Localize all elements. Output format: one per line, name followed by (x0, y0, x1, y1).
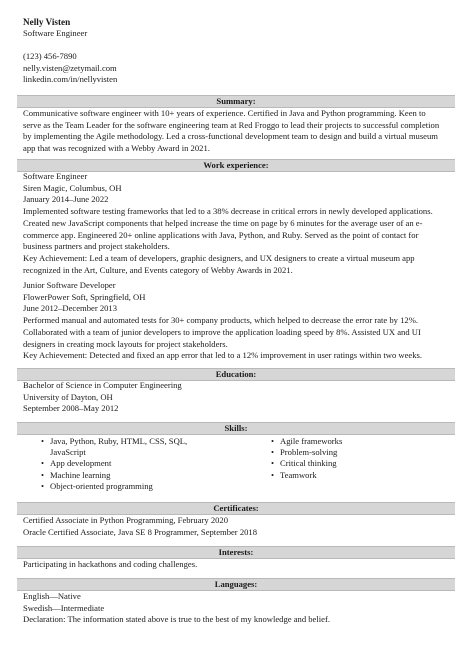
email: nelly.visten@zetymail.com (23, 62, 117, 73)
contact-info (23, 51, 454, 86)
skills-column-right (265, 436, 342, 481)
summary-line: serve as the Team Leader for the software engineering team at Red Froggo to lead their projects to successful completion (23, 119, 440, 130)
job-entry (23, 171, 454, 276)
education-entry (23, 380, 454, 415)
job-title: Junior Software Developer (23, 280, 116, 290)
certificate-item: Certified Associate in Python Programming, February 2020 (23, 515, 229, 525)
section-heading-work-experience: Work experience: (17, 159, 455, 172)
summary-line: app that was recognized with a Webby Award in 2021. (23, 143, 210, 154)
interest-item: Participating in hackathons and coding challenges. (23, 559, 198, 569)
section-heading-summary: Summary: (17, 95, 455, 108)
skill-item-continuation: JavaScript (50, 447, 86, 458)
education-dates: September 2008–May 2012 (23, 403, 119, 414)
job-dates: June 2012–December 2013 (23, 303, 118, 314)
skill-item: • Object-oriented programming (35, 481, 187, 492)
certificates-list (23, 515, 454, 538)
skill-item: • Machine learning (35, 470, 187, 481)
job-company: FlowerPower Soft, Springfield, OH (23, 291, 146, 302)
certificate-item: Oracle Certified Associate, Java SE 8 Programmer, September 2018 (23, 526, 258, 537)
section-heading-interests: Interests: (17, 546, 455, 559)
summary-line: by implementing the Agile methodology. Led a cross-functional development team to design and build a virtual museum (23, 131, 438, 142)
section-heading-skills: Skills: (17, 422, 455, 435)
language-item: Swedish—Intermediate (23, 602, 105, 613)
section-heading-education: Education: (17, 368, 455, 381)
bullet-icon: • (40, 469, 44, 480)
section-heading-certificates: Certificates: (17, 502, 455, 515)
bullet-icon: • (40, 458, 44, 469)
summary-line: Communicative software engineer with 10+ years of experience. Certified in Java and Python programming. Keen to (23, 108, 426, 118)
bullet-icon: • (270, 447, 274, 458)
candidate-title: Software Engineer (23, 28, 88, 38)
bullet-icon: • (40, 480, 44, 491)
job-description-line: Created new JavaScript components that helped increase the time on page by 6 minutes for the average user of an e- (23, 217, 423, 228)
resume-header (23, 16, 454, 40)
bullet-icon: • (40, 436, 44, 446)
skill-item: • Agile frameworks (265, 436, 342, 447)
bullet-icon: • (270, 469, 274, 480)
job-description-line: Key Achievement: Detected and fixed an app error that led to a 12% improvement in user ratings within two weeks. (23, 350, 423, 361)
job-description-line: Key Achievement: Led a team of developers, graphic designers, and UX designers to create a virtual museum app (23, 252, 415, 263)
skills-list (23, 436, 454, 500)
skill-item: • Java, Python, Ruby, HTML, CSS, SQL, (35, 436, 187, 447)
skill-item: • App development (35, 458, 187, 469)
summary-text (23, 108, 454, 155)
job-title: Software Engineer (23, 171, 88, 181)
job-company: Siren Magic, Columbus, OH (23, 182, 122, 193)
skill-item: • Teamwork (265, 470, 342, 481)
job-description-line: Performed manual and automated tests for 30+ company products, which helped to decrease the error rate by 12%. (23, 315, 419, 326)
skill-item: • Problem-solving (265, 447, 342, 458)
linkedin: linkedin.com/in/nellyvisten (23, 74, 118, 85)
section-heading-languages: Languages: (17, 578, 455, 591)
languages-list (23, 591, 454, 626)
job-description-line: business partners and project stakeholders. (23, 241, 170, 252)
skills-column-left (35, 436, 187, 492)
job-description-line: recognized in the Art, Culture, and Events category of Webby Awards in 2021. (23, 264, 293, 275)
skill-item: • Critical thinking (265, 458, 342, 469)
job-entry (23, 280, 454, 362)
degree: Bachelor of Science in Computer Engineering (23, 380, 182, 390)
school: University of Dayton, OH (23, 391, 113, 402)
job-dates: January 2014–June 2022 (23, 194, 109, 205)
interests-list (23, 559, 454, 571)
declaration-text: Declaration: The information stated above is true to the best of my knowledge and belief. (23, 614, 330, 625)
bullet-icon: • (270, 458, 274, 469)
job-description-line: Collaborated with a team of junior developers to improve the application loading speed by 8%. Assisted UX and UI (23, 326, 421, 337)
language-item: English—Native (23, 591, 81, 601)
job-description-line: commerce app. Engineered 20+ online applications with Java, Python, and Ruby. Served as the point of contact for (23, 229, 419, 240)
candidate-name: Nelly Visten (23, 17, 71, 27)
job-description-line: designers in creating mock layouts for project stakeholders. (23, 338, 228, 349)
job-description-line: Implemented software testing frameworks that led to a 38% decrease in critical errors in newly developed applications. (23, 206, 433, 217)
bullet-icon: • (270, 436, 274, 446)
phone: (123) 456-7890 (23, 51, 77, 61)
